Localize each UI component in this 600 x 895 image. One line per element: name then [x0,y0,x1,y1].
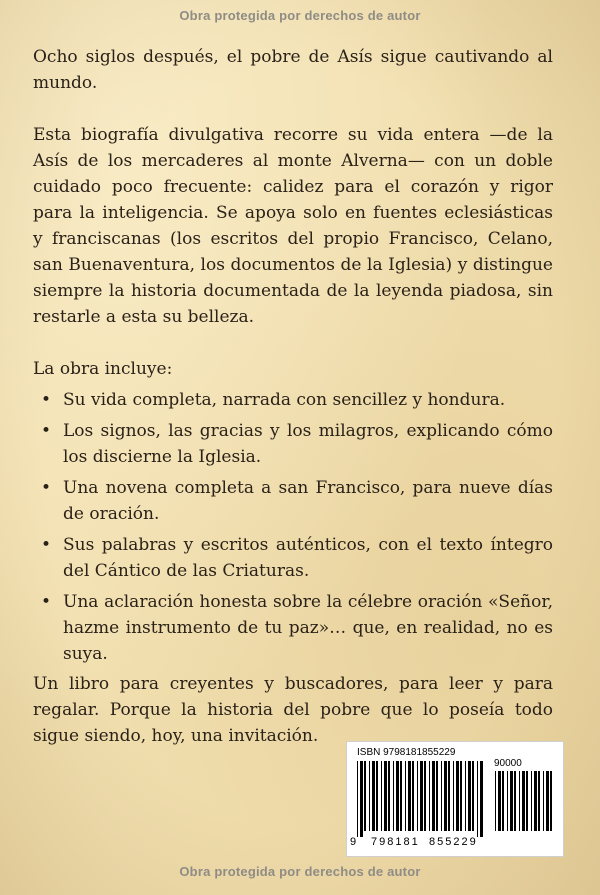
barcode-bar [522,771,525,831]
list-item-text: Los signos, las gracias y los milagros, explicando cómo los discierne la Iglesia. [63,421,553,467]
list-item [33,418,553,470]
barcode-bar [453,761,454,831]
barcode-bar [546,771,549,831]
barcode-bar [531,771,532,831]
list-item-text: Una novena completa a san Francisco, para nueve días de oración. [63,478,553,524]
barcode-bar [472,761,474,831]
barcode-bar [534,771,537,831]
barcode-bar [543,771,544,831]
bullet-icon: • [41,390,52,410]
list-item [33,589,553,667]
barcode-bar [372,761,375,831]
barcode-digit-first: 9 [350,836,357,848]
barcode-bar [429,761,430,831]
barcode-bar [405,761,406,831]
barcode-bar [526,771,528,831]
barcode-bar [456,761,459,831]
barcode-bar [417,761,418,831]
barcode-bar [460,761,462,831]
barcode-bar [360,761,363,837]
list-item [33,532,553,584]
barcode-bars [355,761,487,837]
barcode-bar [384,761,387,831]
isbn-label: ISBN 9798181855229 [357,747,456,758]
barcode-bar [538,771,540,831]
barcode-bar [393,761,394,831]
barcode-bar [448,761,450,831]
barcode-bar [408,761,411,831]
barcode-bar [502,771,504,831]
addon-number: 90000 [494,758,522,769]
list-intro: La obra incluye: [33,359,173,379]
barcode-bar [369,761,370,831]
list-item-text: Una aclaración honesta sobre la célebre oración «Señor, hazme instrumento de tu paz»… que, en realidad, no es suya. [63,592,553,664]
barcode-bar [381,761,382,831]
barcode-bar [420,761,423,831]
list-item-text: Sus palabras y escritos auténticos, con el texto íntegro del Cántico de las Criaturas. [63,535,553,581]
barcode-bar [465,761,466,831]
copyright-watermark-top: Obra protegida por derechos de autor [179,8,421,23]
description-paragraph: Esta biografía divulgativa recorre su vida entera —de la Asís de los mercaderes al monte Alverna— con un doble cuidado poco frecuente: calidez para el corazón y rigor para la inteligencia. Se apoya solo en fuentes eclesiásticas y franciscanas (los escritos del propio Francisco, Celano, san Buenaventura, los documentos de la Iglesia) y distingue siempre la historia documentada de la leyenda piadosa, sin restarle a esta su belleza. [33,125,553,327]
barcode-digits-right: 855229 [429,836,478,848]
bullet-icon: • [41,535,52,555]
barcode-bar [388,761,390,831]
barcode-bar [441,761,442,831]
barcode-bar [444,761,447,831]
isbn-barcode [346,741,564,857]
bullet-icon: • [41,592,52,612]
barcode-bar [412,761,414,831]
barcode-bar [550,771,552,831]
list-item-text: Su vida completa, narrada con sencillez y hondura. [63,390,506,410]
copyright-watermark-bottom: Obra protegida por derechos de autor [179,864,421,879]
barcode-digits-left: 798181 [371,836,420,848]
barcode-bar [519,771,520,831]
barcode-bar [396,761,399,831]
barcode-bar [514,771,516,831]
contents-list [33,387,553,667]
barcode-bar [357,761,358,837]
addon-barcode-bars [493,771,555,837]
barcode-bar [432,761,435,831]
barcode-bar [498,771,501,831]
barcode-bar [436,761,438,831]
barcode-bar [480,761,483,837]
intro-paragraph: Ocho siglos después, el pobre de Asís sigue cautivando al mundo. [33,47,553,93]
bullet-icon: • [41,478,52,498]
closing-paragraph: Un libro para creyentes y buscadores, para leer y para regalar. Porque la historia del pobre que lo poseía todo sigue siendo, hoy, una invitación. [33,674,553,746]
barcode-bar [424,761,426,831]
barcode-bar [477,761,478,837]
barcode-bar [495,771,496,831]
barcode-bar [468,761,471,831]
list-item [33,475,553,527]
barcode-bar [507,771,508,831]
barcode-bar [400,761,402,831]
barcode-bar [376,761,378,831]
barcode-bar [510,771,513,831]
list-item [33,387,553,413]
bullet-icon: • [41,421,52,441]
barcode-bar [364,761,366,831]
back-cover-text [33,44,553,749]
